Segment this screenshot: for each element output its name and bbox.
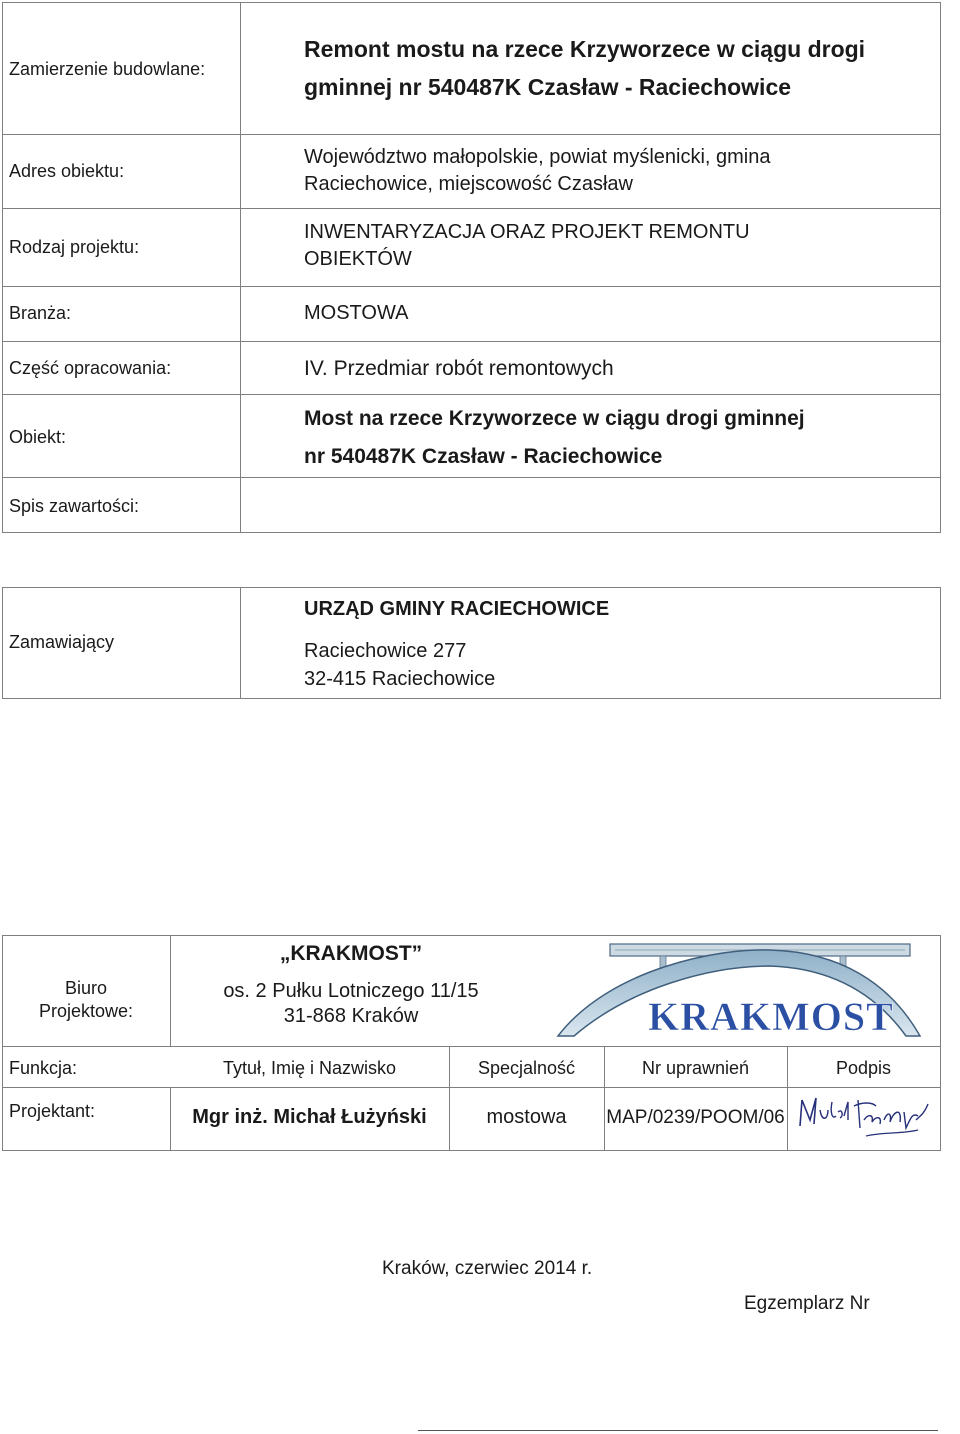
label-design-office-1: Biuro: [64, 978, 108, 998]
designer-signature: [792, 1090, 936, 1146]
office-address-line-2: 31-868 Kraków: [283, 1005, 419, 1027]
header-signature: Podpis: [835, 1058, 892, 1078]
header-name: Tytuł, Imię i Nazwisko: [222, 1058, 397, 1078]
label-branch: Branża:: [9, 303, 72, 323]
designer-name: Mgr inż. Michał Łużyński: [192, 1106, 427, 1128]
label-contents: Spis zawartości:: [9, 496, 140, 516]
client-address-line-1: Raciechowice 277: [304, 640, 467, 662]
document-part-value: IV. Przedmiar robót remontowych: [304, 357, 614, 380]
client-name: URZĄD GMINY RACIECHOWICE: [304, 598, 610, 620]
header-function: Funkcja:: [9, 1058, 78, 1078]
label-construction-project: Zamierzenie budowlane:: [9, 59, 206, 79]
object-line-2: nr 540487K Czasław - Raciechowice: [304, 445, 663, 468]
header-license: Nr uprawnień: [641, 1058, 750, 1078]
object-address-line-1: Województwo małopolskie, powiat myślenicki, gmina: [304, 146, 771, 168]
label-design-office-2: Projektowe:: [38, 1001, 134, 1021]
client-address-line-2: 32-415 Raciechowice: [304, 668, 496, 690]
label-client: Zamawiający: [9, 632, 115, 652]
construction-project-line-2: gminnej nr 540487K Czasław - Raciechowice: [304, 74, 792, 100]
office-name: „KRAKMOST”: [279, 942, 423, 965]
place-and-date: Kraków, czerwiec 2014 r.: [382, 1258, 593, 1279]
label-project-type: Rodzaj projektu:: [9, 237, 140, 257]
copy-number-line: [418, 1430, 938, 1431]
project-type-line-2: OBIEKTÓW: [304, 248, 412, 270]
construction-project-line-1: Remont mostu na rzece Krzyworzece w ciągu drogi: [304, 36, 866, 62]
designer-specialty: mostowa: [486, 1106, 567, 1128]
copy-number: Egzemplarz Nr: [744, 1293, 870, 1314]
krakmost-logo: [540, 938, 932, 1042]
label-object-address: Adres obiektu:: [9, 161, 125, 181]
office-address-line-1: os. 2 Pułku Lotniczego 11/15: [223, 980, 479, 1002]
header-specialty: Specjalność: [477, 1058, 576, 1078]
designer-license: MAP/0239/POOM/06: [606, 1107, 785, 1128]
logo-text: KRAKMOST: [648, 994, 894, 1039]
project-type-line-1: INWENTARYZACJA ORAZ PROJEKT REMONTU: [304, 221, 750, 243]
designer-function: Projektant:: [9, 1101, 96, 1121]
object-line-1: Most na rzece Krzyworzece w ciągu drogi gminnej: [304, 407, 805, 430]
object-address-line-2: Raciechowice, miejscowość Czasław: [304, 173, 633, 195]
branch-value: MOSTOWA: [304, 302, 409, 324]
label-document-part: Część opracowania:: [9, 358, 172, 378]
label-object: Obiekt:: [9, 427, 67, 447]
